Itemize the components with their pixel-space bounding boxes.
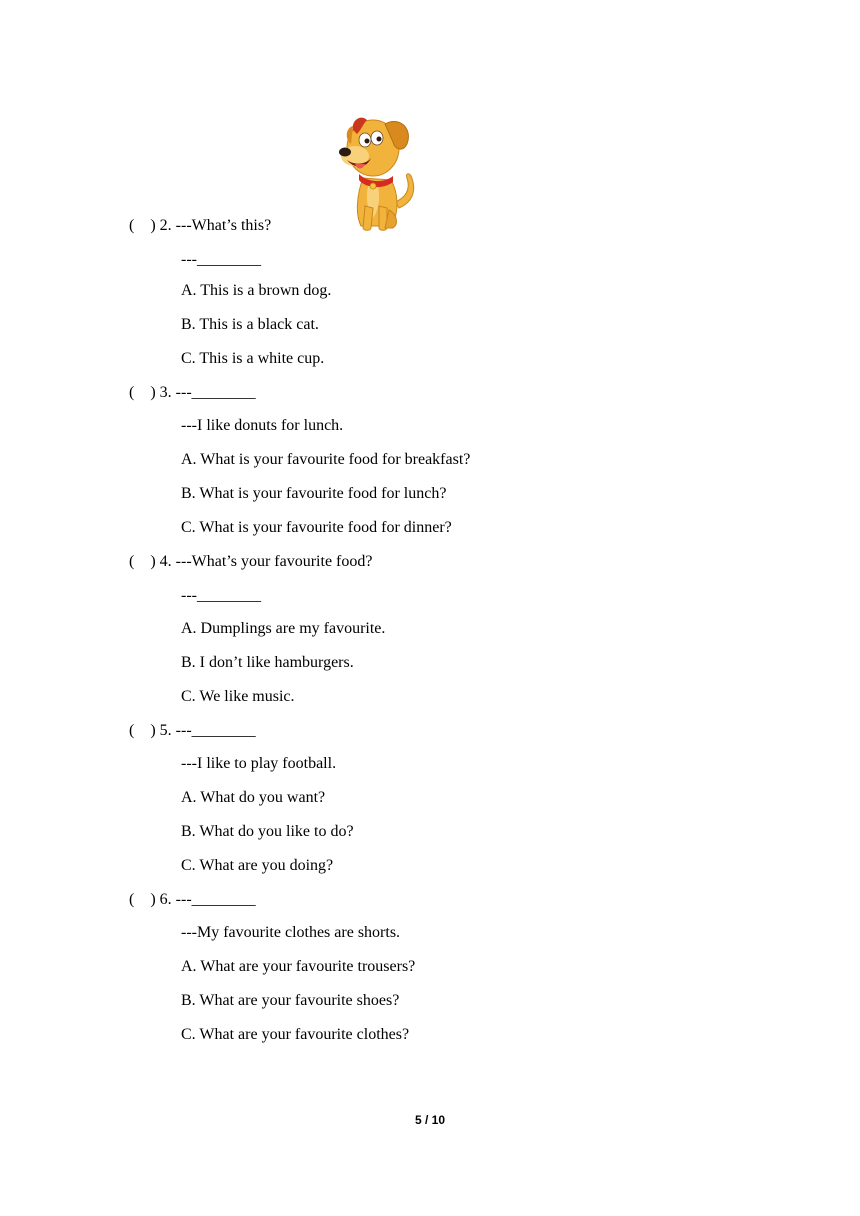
question-stem-4: ( ) 4. ---What’s your favourite food?	[129, 553, 373, 570]
option-5b: B. What do you like to do?	[181, 823, 354, 840]
dog-icon	[333, 110, 423, 234]
answer-line-3: ---I like donuts for lunch.	[181, 417, 344, 434]
option-5a: A. What do you want?	[181, 789, 326, 806]
page-number: 5 / 10	[414, 1113, 446, 1127]
answer-line-4: ---________	[181, 587, 261, 604]
option-3a: A. What is your favourite food for breakfast?	[181, 451, 471, 468]
option-5c: C. What are you doing?	[181, 857, 334, 874]
option-2c: C. This is a white cup.	[181, 350, 325, 367]
option-6c: C. What are your favourite clothes?	[181, 1026, 410, 1043]
option-4a: A. Dumplings are my favourite.	[181, 620, 386, 637]
option-2a: A. This is a brown dog.	[181, 282, 332, 299]
option-4c: C. We like music.	[181, 688, 295, 705]
option-2b: B. This is a black cat.	[181, 316, 319, 333]
question-stem-3: ( ) 3. ---________	[129, 384, 256, 401]
option-4b: B. I don’t like hamburgers.	[181, 654, 354, 671]
option-6a: A. What are your favourite trousers?	[181, 958, 416, 975]
question-stem-5: ( ) 5. ---________	[129, 722, 256, 739]
option-6b: B. What are your favourite shoes?	[181, 992, 400, 1009]
question-stem-2: ( ) 2. ---What’s this?	[129, 217, 272, 234]
question-stem-6: ( ) 6. ---________	[129, 891, 256, 908]
option-3c: C. What is your favourite food for dinner?	[181, 519, 452, 536]
answer-line-6: ---My favourite clothes are shorts.	[181, 924, 401, 941]
option-3b: B. What is your favourite food for lunch?	[181, 485, 447, 502]
answer-line-2: ---________	[181, 251, 261, 268]
answer-line-5: ---I like to play football.	[181, 755, 337, 772]
